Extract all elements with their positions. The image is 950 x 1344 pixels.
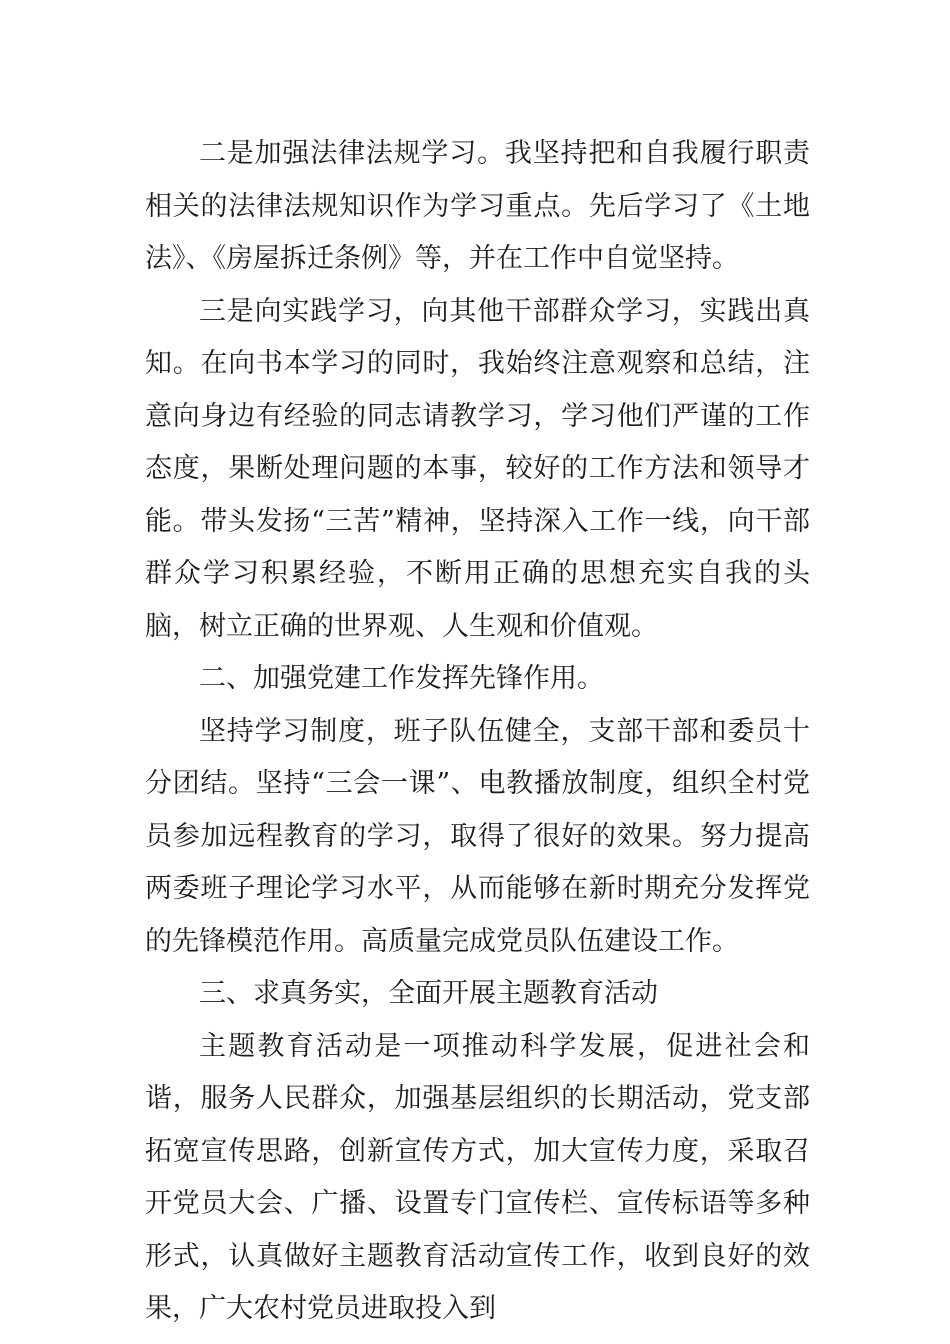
document-page	[145, 128, 810, 1336]
heading-theme-education: 三、求真务实，全面开展主题教育活动	[199, 978, 658, 1009]
heading-party-building: 二、加强党建工作发挥先锋作用。	[199, 663, 604, 694]
paragraph-legal-study: 二是加强法律法规学习。我坚持把和自我履行职责相关的法律法规知识作为学习重点。先后学习了《土地法》、《房屋拆迁条例》等，并在工作中自觉坚持。	[145, 138, 810, 274]
paragraph-theme-activity: 主题教育活动是一项推动科学发展，促进社会和谐，服务人民群众，加强基层组织的长期活动，党支部拓宽宣传思路，创新宣传方式，加大宣传力度，采取召开党员大会、广播、设置专门宣传栏、宣传标语等多种形式，认真做好主题教育活动宣传工作，收到良好的效果，广大农村党员进取投入到	[145, 1030, 810, 1324]
paragraph-practice-study: 三是向实践学习，向其他干部群众学习，实践出真知。在向书本学习的同时，我始终注意观察和总结，注意向身边有经验的同志请教学习，学习他们严谨的工作态度，果断处理问题的本事，较好的工作方法和领导才能。带头发扬“三苦”精神，坚持深入工作一线，向干部群众学习积累经验，不断用正确的思想充实自我的头脑，树立正确的世界观、人生观和价值观。	[145, 295, 810, 642]
paragraph-study-system: 坚持学习制度，班子队伍健全，支部干部和委员十分团结。坚持“三会一课”、电教播放制度，组织全村党员参加远程教育的学习，取得了很好的效果。努力提高两委班子理论学习水平，从而能够在新时期充分发挥党的先锋模范作用。高质量完成党员队伍建设工作。	[145, 715, 810, 957]
